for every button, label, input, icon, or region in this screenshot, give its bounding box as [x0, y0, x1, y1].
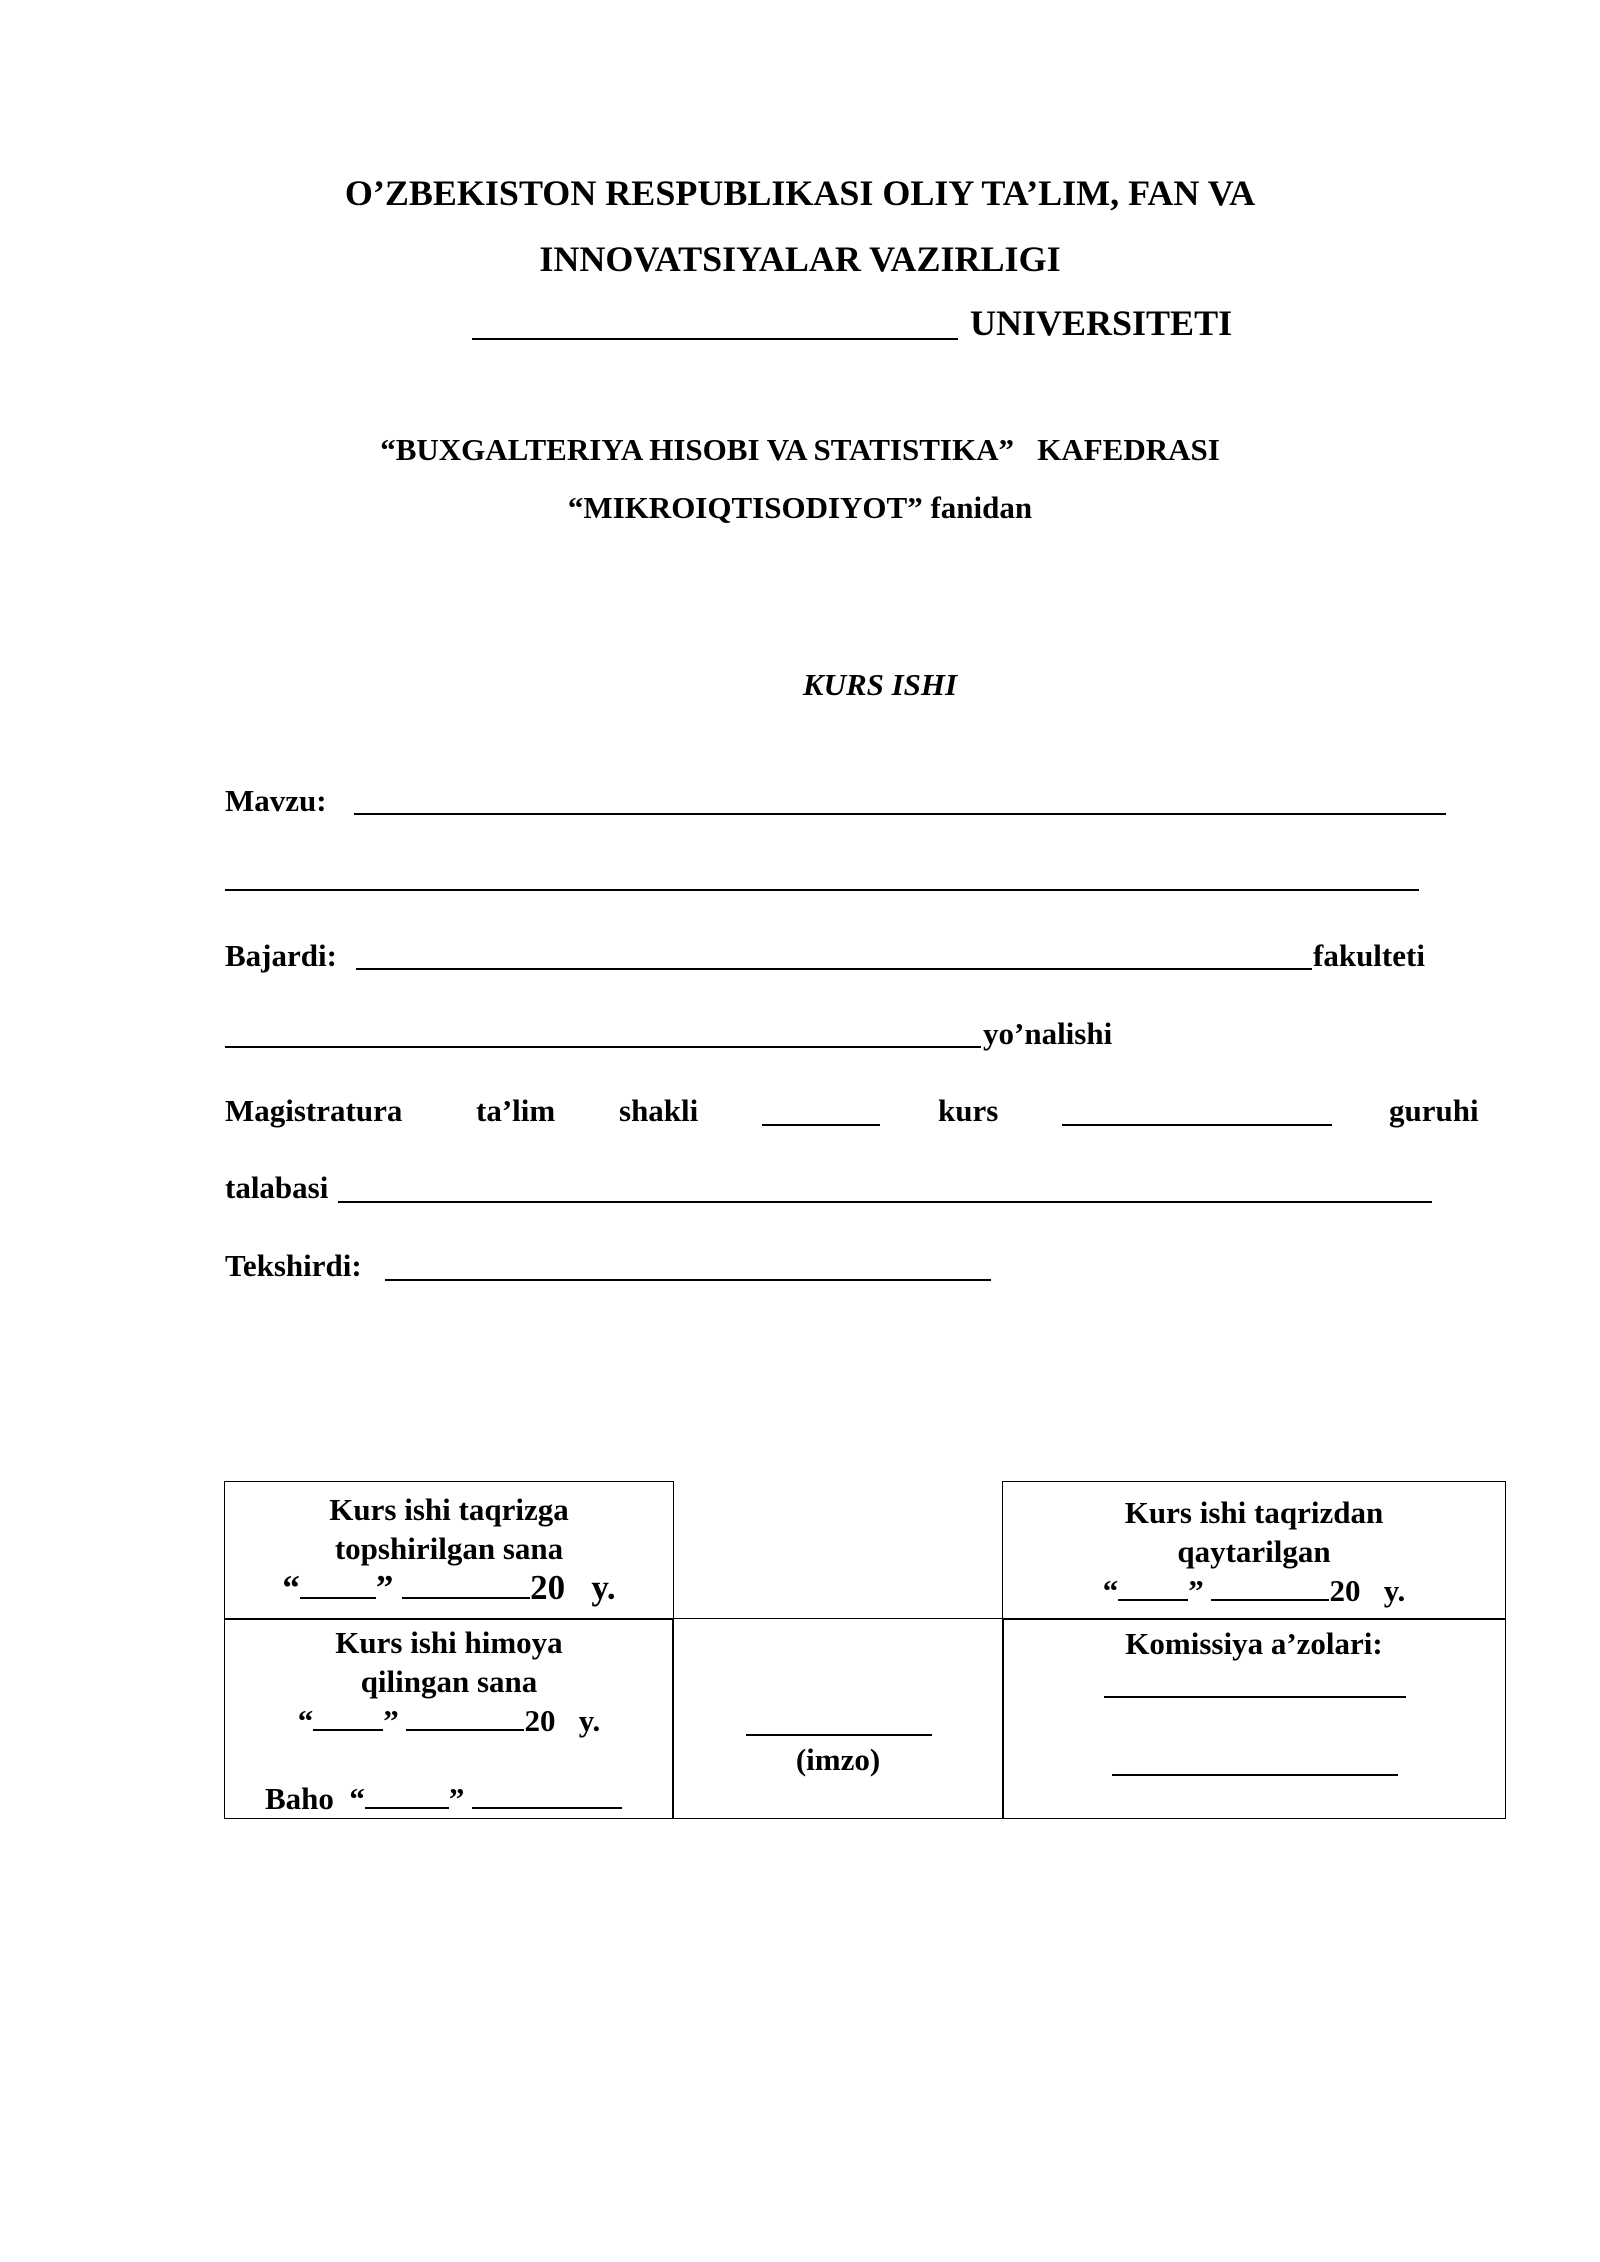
group-blank[interactable]: [1062, 1124, 1332, 1126]
commission-label: Komissiya a’zolari:: [1125, 1626, 1383, 1661]
defended-line1: Kurs ishi himoya: [335, 1625, 563, 1660]
ministry-line-1: O’ZBEKISTON RESPUBLIKASI OLIY TA’LIM, FAN VA: [344, 173, 1256, 213]
signature-cell: [672, 1618, 1004, 1819]
direction-blank[interactable]: [225, 1046, 981, 1048]
submitted-line1: Kurs ishi taqrizga: [329, 1492, 569, 1527]
topic-blank-1[interactable]: [354, 813, 1446, 815]
returned-line1: Kurs ishi taqrizdan: [1124, 1495, 1384, 1530]
performed-label: Bajardi:: [225, 938, 337, 973]
student-label: talabasi: [225, 1170, 329, 1205]
grade-row: Baho “ ”: [265, 1783, 622, 1814]
returned-month-blank[interactable]: [1211, 1599, 1329, 1601]
signature-label: (imzo): [795, 1742, 881, 1777]
submitted-month-blank[interactable]: [402, 1597, 530, 1599]
commission-member-2-blank[interactable]: [1112, 1774, 1398, 1776]
submitted-text: [224, 1490, 674, 1607]
course-label: kurs: [938, 1093, 999, 1128]
defended-day-blank[interactable]: [313, 1729, 383, 1731]
study-word-2: ta’lim: [476, 1093, 556, 1128]
work-type-title: KURS ISHI: [802, 667, 958, 702]
returned-day-blank[interactable]: [1118, 1599, 1188, 1601]
topic-label: Mavzu:: [225, 783, 327, 818]
defended-line2: qilingan sana: [360, 1664, 538, 1699]
grade-number-blank[interactable]: [365, 1807, 449, 1809]
department-title: “BUXGALTERIYA HISOBI VA STATISTIKA” KAFEDRASI: [380, 432, 1220, 467]
submitted-line2: topshirilgan sana: [334, 1531, 564, 1566]
submitted-day-blank[interactable]: [300, 1597, 376, 1599]
ministry-line-2: INNOVATSIYALAR VAZIRLIGI: [539, 239, 1061, 279]
subject-title: “MIKROIQTISODIYOT” fanidan: [567, 490, 1033, 525]
university-label: UNIVERSITETI: [970, 303, 1233, 343]
commission-member-1-blank[interactable]: [1104, 1696, 1406, 1698]
faculty-suffix: fakulteti: [1313, 938, 1425, 973]
course-number-blank[interactable]: [762, 1124, 880, 1126]
direction-suffix: yo’nalishi: [983, 1016, 1113, 1051]
returned-date: “ ” 20 y.: [1102, 1573, 1406, 1608]
topic-blank-2[interactable]: [225, 889, 1419, 891]
signature-blank[interactable]: [746, 1734, 932, 1736]
defended-text: [224, 1623, 674, 1740]
submitted-date: “ ” 20 y.: [282, 1568, 616, 1607]
university-name-blank[interactable]: [472, 338, 958, 340]
checked-label: Tekshirdi:: [225, 1248, 362, 1283]
checker-name-blank[interactable]: [385, 1279, 991, 1281]
defended-month-blank[interactable]: [406, 1729, 524, 1731]
study-word-1: Magistratura: [225, 1093, 403, 1128]
student-name-blank[interactable]: [338, 1201, 1432, 1203]
faculty-blank[interactable]: [356, 968, 1312, 970]
returned-text: [1002, 1493, 1506, 1610]
returned-line2: qaytarilgan: [1177, 1534, 1331, 1569]
study-word-3: shakli: [619, 1093, 699, 1128]
grade-word-blank[interactable]: [472, 1807, 622, 1809]
defended-date: “ ” 20 y.: [297, 1703, 601, 1738]
group-label: guruhi: [1389, 1093, 1479, 1128]
